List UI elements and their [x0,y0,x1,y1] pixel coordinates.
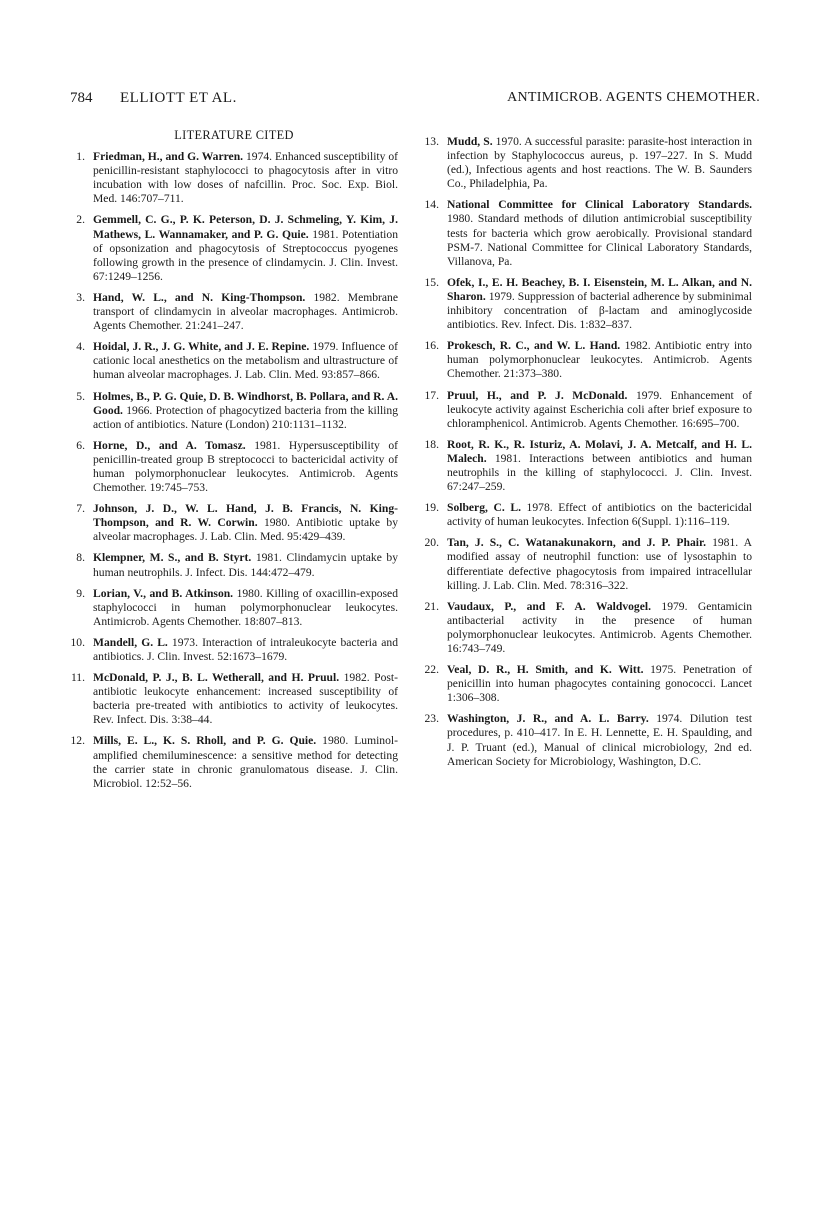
reference-number: 16. [424,339,439,353]
reference-authors: Mills, E. L., K. S. Rholl, and P. G. Quie. [93,734,317,748]
reference-authors: Lorian, V., and B. Atkinson. [93,586,234,600]
reference-text: 1982. Post-antibiotic leukocyte enhancement: increased susceptibility of bacteria pre-treated with antibiotics to activity of leukocytes. Rev. Infect. Dis. 3:38–44. [93,671,398,727]
reference-text: 1970. A successful parasite: parasite-host interaction in infection by Staphylococcus aureus, p. 197–227. In S. Mudd (ed.), Infectious agents and host reactions. The W. B. Saunders Co., Philadelphia, Pa. [447,135,753,191]
reference-entry [70,291,398,333]
reference-entry [70,390,398,432]
reference-authors: Pruul, H., and P. J. McDonald. [447,388,628,402]
reference-text: 1982. Antibiotic entry into human polymorphonuclear leukocytes. Antimicrob. Agents Chemother. 21:373–380. [447,339,752,381]
reference-text: 1981. A modified assay of neutrophil function: use of lysostaphin to differentiate defective phagocytosis from impaired intracellular killing. J. Lab. Clin. Med. 78:316–322. [447,536,752,592]
reference-number: 19. [424,501,439,515]
reference-entry [424,712,752,768]
reference-number: 17. [424,388,439,402]
reference-number: 8. [76,551,85,565]
reference-entry [424,198,752,268]
reference-text: 1981. Clindamycin uptake by human neutrophils. J. Infect. Dis. 144:472–479. [93,551,398,579]
reference-text: 1979. Gentamicin antibacterial activity in the presence of human polymorphonuclear leukocytes. Antimicrob. Agents Chemother. 16:743–749. [447,599,753,655]
reference-authors: Holmes, B., P. G. Quie, D. B. Windhorst, B. Pollara, and R. A. Good. [93,389,398,417]
reference-authors: Horne, D., and A. Tomasz. [93,438,246,452]
reference-entry [70,734,398,790]
reference-authors: Klempner, M. S., and B. Styrt. [93,551,252,565]
reference-entry [70,213,398,283]
reference-entry [424,276,752,332]
reference-text: 1980. Luminol-amplified chemiluminescence: a sensitive method for detecting the carrier state in chronic granulomatous disease. J. Clin. Microbiol. 12:52–56. [93,734,398,790]
reference-number: 22. [424,663,439,677]
reference-entry [424,438,752,494]
reference-number: 13. [424,135,439,148]
reference-number: 12. [70,734,85,748]
right-column [424,135,752,776]
reference-entry [424,135,752,191]
reference-number: 3. [76,290,85,304]
reference-entry [70,587,398,629]
reference-authors: Gemmell, C. G., P. K. Peterson, D. J. Schmeling, Y. Kim, J. Mathews, L. Wannamaker, and P. G. Quie. [93,213,398,241]
reference-authors: Mudd, S. [447,135,493,148]
reference-text: 1978. Effect of antibiotics on the bactericidal activity of human leukocytes. Infection 6(Suppl. 1):116–119. [447,501,752,529]
reference-authors: Solberg, C. L. [447,501,521,515]
reference-number: 5. [76,389,85,403]
reference-number: 1. [76,150,85,164]
reference-text: 1966. Protection of phagocytized bacteria from the killing action of antibiotics. Nature (London) 210:1131–1132. [93,403,398,431]
reference-authors: Vaudaux, P., and F. A. Waldvogel. [447,599,651,613]
reference-authors: Hoidal, J. R., J. G. White, and J. E. Repine. [93,340,310,354]
reference-entry [70,671,398,727]
reference-entry [70,340,398,382]
reference-authors: Hand, W. L., and N. King-Thompson. [93,290,306,304]
journal-name: ANTIMICROB. AGENTS CHEMOTHER. [507,90,760,105]
reference-authors: Johnson, J. D., W. L. Hand, J. B. Francis, N. King-Thompson, and R. W. Corwin. [93,502,398,530]
reference-authors: Prokesch, R. C., and W. L. Hand. [447,339,621,353]
section-title: LITERATURE CITED [174,128,294,142]
reference-entry [70,551,398,579]
reference-entry [70,150,398,206]
reference-text: 1975. Penetration of penicillin into human phagocytes containing gonococci. Lancet 1:306–308. [447,663,752,705]
reference-authors: Root, R. K., R. Isturiz, A. Molavi, J. A. Metcalf, and H. L. Malech. [447,437,752,465]
reference-number: 9. [76,586,85,600]
reference-authors: Tan, J. S., C. Watanakunakorn, and J. P. Phair. [447,536,706,550]
reference-number: 20. [424,536,439,550]
reference-number: 11. [70,671,85,685]
reference-authors: Mandell, G. L. [93,635,168,649]
left-column [70,128,398,798]
running-authors: ELLIOTT ET AL. [120,90,237,106]
reference-entry [424,536,752,592]
reference-text: 1979. Enhancement of leukocyte activity against Escherichia coli after brief exposure to chloramphenicol. Antimicrob. Agents Chemother. 16:695–700. [447,388,752,430]
reference-text: 1981. Hypersusceptibility of penicillin-treated group B streptococci to bactericidal activity of human polymorphonuclear leukocytes. Antimicrob. Agents Chemother. 19:745–753. [93,438,398,495]
reference-authors: Veal, D. R., H. Smith, and K. Witt. [447,663,644,677]
reference-text: 1979. Influence of cationic local anesthetics on the metabolism and ultrastructure of human alveolar macrophages. J. Lab. Clin. Med. 93:857–866. [93,340,398,382]
reference-entry [70,502,398,544]
reference-entry [424,501,752,529]
reference-entry [424,339,752,381]
reference-authors: National Committee for Clinical Laboratory Standards. [447,198,752,212]
reference-text: 1980. Killing of oxacillin-exposed staphylococci in human polymorphonuclear leukocytes. Antimicrob. Agents Chemother. 18:807–813. [93,586,398,628]
reference-entry [70,439,398,495]
reference-authors: Washington, J. R., and A. L. Barry. [447,712,649,726]
reference-text: 1981. Interactions between antibiotics and human neutrophils in the killing of staphylococci. J. Clin. Invest. 67:247–259. [447,451,752,494]
reference-number: 7. [76,502,85,516]
reference-text: 1980. Standard methods of dilution antimicrobial susceptibility tests for bacteria which grow aerobically. Provisional standard PSM-7. National Committee for Clinical Laboratory Standards, Villanova, Pa. [447,212,752,268]
reference-number: 21. [424,599,439,613]
reference-text: 1981. Potentiation of opsonization and phagocytosis of Streptococcus pyogenes following growth in the presence of clindamycin. J. Clin. Invest. 67:1249–1256. [93,227,398,283]
running-header [70,90,760,110]
reference-number: 6. [76,438,85,452]
reference-text: 1980. Antibiotic uptake by alveolar macrophages. J. Lab. Clin. Med. 95:429–439. [93,516,398,544]
reference-authors: Friedman, H., and G. Warren. [93,150,244,164]
reference-authors: McDonald, P. J., B. L. Wetherall, and H. Pruul. [93,671,340,685]
reference-number: 2. [76,213,85,227]
reference-text: 1974. Enhanced susceptibility of penicillin-resistant staphylococci to phagocytosis after in vitro incubation with low doses of nafcillin. Proc. Soc. Exp. Biol. Med. 146:707–711. [93,150,399,206]
reference-number: 18. [424,437,439,451]
page-number: 784 [70,90,93,106]
reference-entry [424,600,752,656]
reference-number: 23. [424,712,439,726]
reference-number: 10. [70,635,85,649]
reference-number: 14. [424,198,439,212]
reference-text: 1982. Membrane transport of clindamycin in alveolar macrophages. Antimicrob. Agents Chemother. 21:241–247. [93,290,398,333]
reference-text: 1973. Interaction of intraleukocyte bacteria and antibiotics. J. Clin. Invest. 52:1673–1679. [93,635,398,663]
reference-text: 1974. Dilution test procedures, p. 410–417. In E. H. Lennette, E. H. Spaulding, and J. P. Truant (ed.), Manual of clinical microbiology, 2nd ed. American Society for Microbiology, Washington, D.C. [447,712,752,768]
reference-entry [424,663,752,705]
reference-entry [70,636,398,664]
reference-number: 15. [424,275,439,289]
reference-authors: Ofek, I., E. H. Beachey, B. I. Eisenstein, M. L. Alkan, and N. Sharon. [447,275,752,303]
reference-entry [424,389,752,431]
reference-text: 1979. Suppression of bacterial adherence by subminimal inhibitory concentration of β-lactam and aminoglycoside antibiotics. Rev. Infect. Dis. 1:832–837. [447,289,752,332]
reference-number: 4. [76,340,85,354]
